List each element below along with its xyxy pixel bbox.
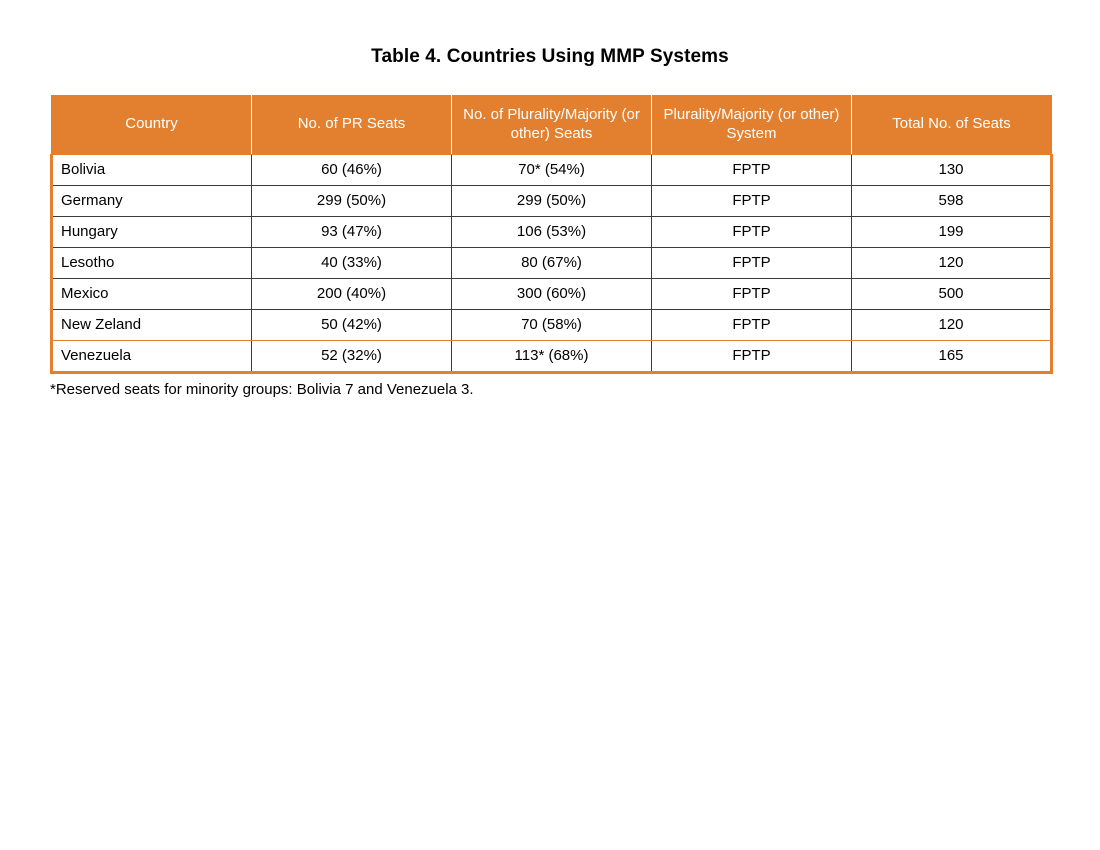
cell-pr-seats: 93 (47%) <box>252 216 452 247</box>
table-row <box>52 278 1052 309</box>
table-body <box>52 154 1052 372</box>
cell-pr-seats: 299 (50%) <box>252 185 452 216</box>
cell-plurality-seats: 299 (50%) <box>452 185 652 216</box>
cell-pr-seats: 50 (42%) <box>252 309 452 340</box>
table-header-row <box>52 96 1052 155</box>
column-header-plurality-seats: No. of Plurality/Majority (or other) Seats <box>452 96 652 155</box>
cell-plurality-seats: 300 (60%) <box>452 278 652 309</box>
cell-country: Lesotho <box>52 247 252 278</box>
cell-total-seats: 120 <box>852 247 1052 278</box>
cell-system: FPTP <box>652 154 852 185</box>
cell-country: Bolivia <box>52 154 252 185</box>
table-row <box>52 216 1052 247</box>
cell-system: FPTP <box>652 185 852 216</box>
cell-country: New Zeland <box>52 309 252 340</box>
cell-system: FPTP <box>652 309 852 340</box>
table-row <box>52 309 1052 340</box>
table-row <box>52 247 1052 278</box>
column-header-pr-seats: No. of PR Seats <box>252 96 452 155</box>
table-header <box>52 96 1052 155</box>
table-title: Table 4. Countries Using MMP Systems <box>371 46 729 67</box>
table-row <box>52 154 1052 185</box>
column-header-total-seats: Total No. of Seats <box>852 96 1052 155</box>
cell-total-seats: 120 <box>852 309 1052 340</box>
cell-pr-seats: 52 (32%) <box>252 340 452 372</box>
cell-plurality-seats: 70 (58%) <box>452 309 652 340</box>
cell-plurality-seats: 106 (53%) <box>452 216 652 247</box>
cell-plurality-seats: 70* (54%) <box>452 154 652 185</box>
column-header-system: Plurality/Majority (or other) System <box>652 96 852 155</box>
table-row <box>52 185 1052 216</box>
cell-total-seats: 199 <box>852 216 1052 247</box>
table-footnote: *Reserved seats for minority groups: Bolivia 7 and Venezuela 3. <box>50 381 474 398</box>
cell-pr-seats: 40 (33%) <box>252 247 452 278</box>
cell-total-seats: 130 <box>852 154 1052 185</box>
table-row <box>52 340 1052 372</box>
cell-country: Mexico <box>52 278 252 309</box>
mmp-systems-table <box>50 95 1053 374</box>
cell-pr-seats: 60 (46%) <box>252 154 452 185</box>
cell-pr-seats: 200 (40%) <box>252 278 452 309</box>
cell-system: FPTP <box>652 216 852 247</box>
cell-plurality-seats: 113* (68%) <box>452 340 652 372</box>
cell-country: Venezuela <box>52 340 252 372</box>
cell-system: FPTP <box>652 247 852 278</box>
cell-system: FPTP <box>652 340 852 372</box>
cell-system: FPTP <box>652 278 852 309</box>
cell-total-seats: 500 <box>852 278 1052 309</box>
cell-country: Hungary <box>52 216 252 247</box>
table-container <box>50 95 1050 374</box>
cell-total-seats: 165 <box>852 340 1052 372</box>
cell-country: Germany <box>52 185 252 216</box>
cell-plurality-seats: 80 (67%) <box>452 247 652 278</box>
column-header-country: Country <box>52 96 252 155</box>
cell-total-seats: 598 <box>852 185 1052 216</box>
